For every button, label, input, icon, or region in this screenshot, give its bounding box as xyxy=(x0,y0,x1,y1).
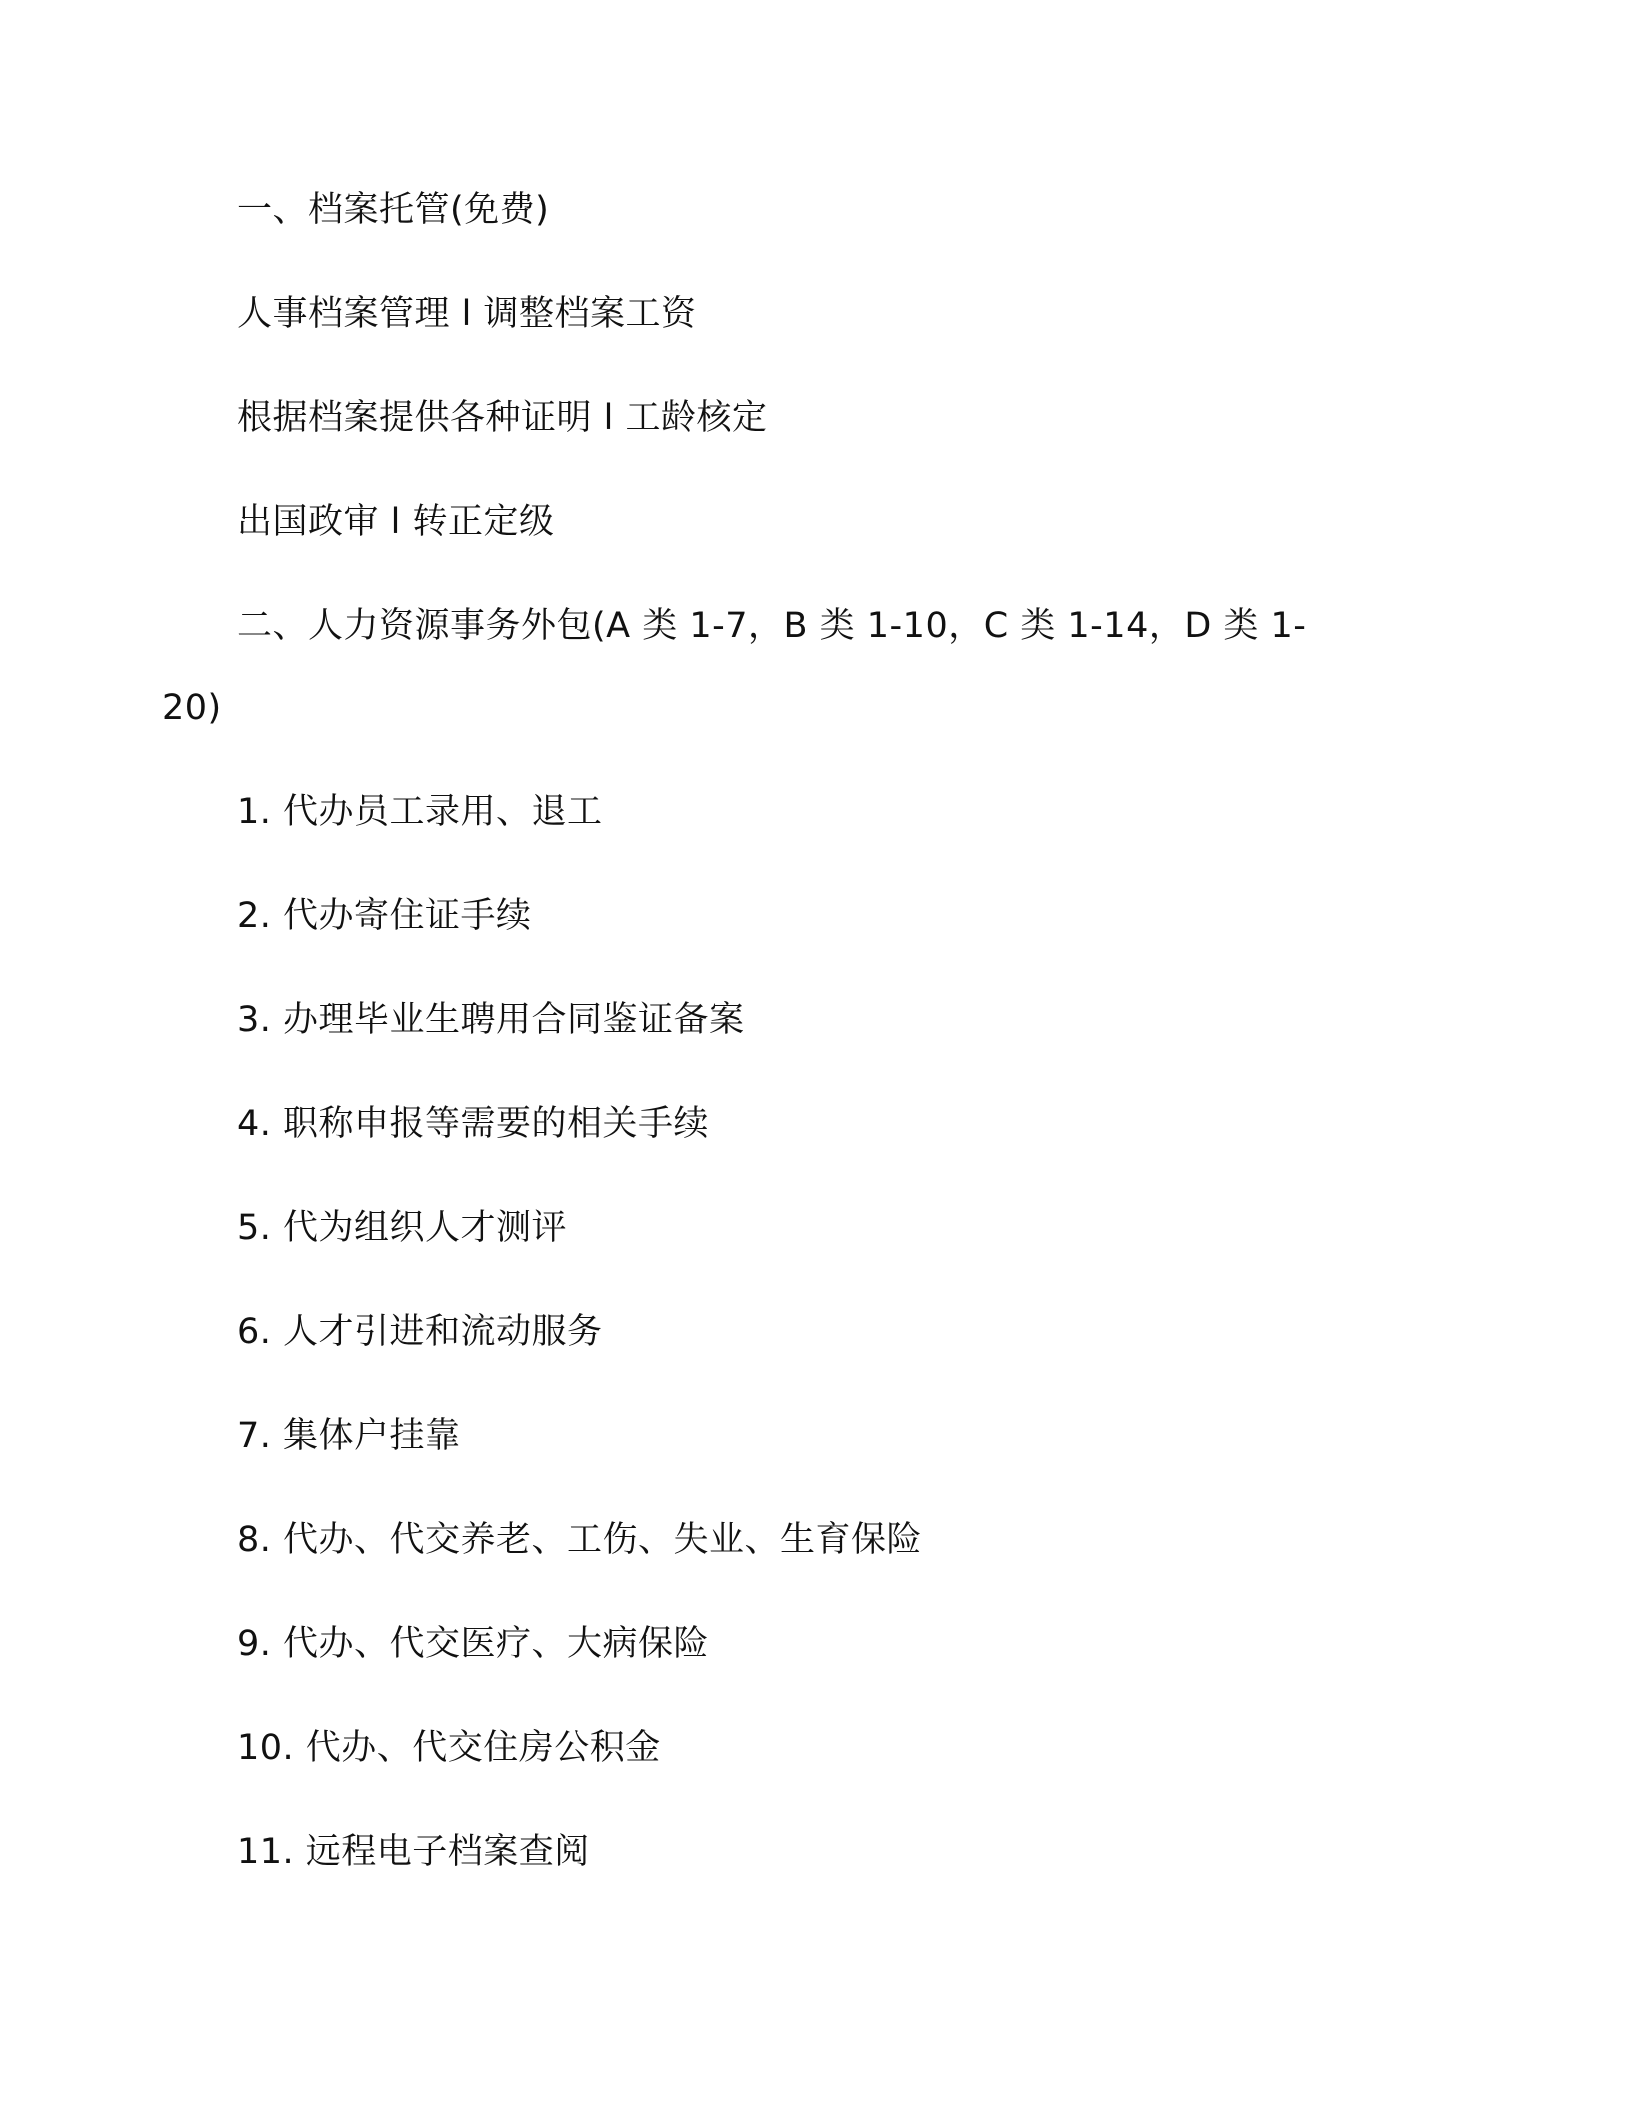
list-item: 8. 代办、代交养老、工伤、失业、生育保险 xyxy=(237,1520,923,1560)
section-2-heading-line-1: 二、人力资源事务外包(A 类 1-7，B 类 1-10，C 类 1-14，D 类 1- xyxy=(237,606,1307,646)
list-item: 5. 代为组织人才测评 xyxy=(237,1208,568,1248)
list-item: 11. 远程电子档案查阅 xyxy=(237,1832,590,1872)
section-2-heading-line-2: 20) xyxy=(162,688,222,728)
list-item: 2. 代办寄住证手续 xyxy=(237,896,532,936)
list-item: 1. 代办员工录用、退工 xyxy=(237,792,603,832)
list-item: 7. 集体户挂靠 xyxy=(237,1416,461,1456)
list-item: 4. 职称申报等需要的相关手续 xyxy=(237,1104,710,1144)
list-item: 10. 代办、代交住房公积金 xyxy=(237,1728,661,1768)
section-1-heading: 一、档案托管(免费) xyxy=(237,190,550,230)
list-item: 3. 办理毕业生聘用合同鉴证备案 xyxy=(237,1000,745,1040)
section-1-line: 根据档案提供各种证明 l 工龄核定 xyxy=(237,398,768,438)
list-item: 6. 人才引进和流动服务 xyxy=(237,1312,603,1352)
section-1-line: 人事档案管理 l 调整档案工资 xyxy=(237,294,697,334)
document-body xyxy=(162,186,1377,1932)
section-2-heading xyxy=(162,602,1377,732)
list-item: 9. 代办、代交医疗、大病保险 xyxy=(237,1624,710,1664)
section-1-line: 出国政审 l 转正定级 xyxy=(237,502,555,542)
